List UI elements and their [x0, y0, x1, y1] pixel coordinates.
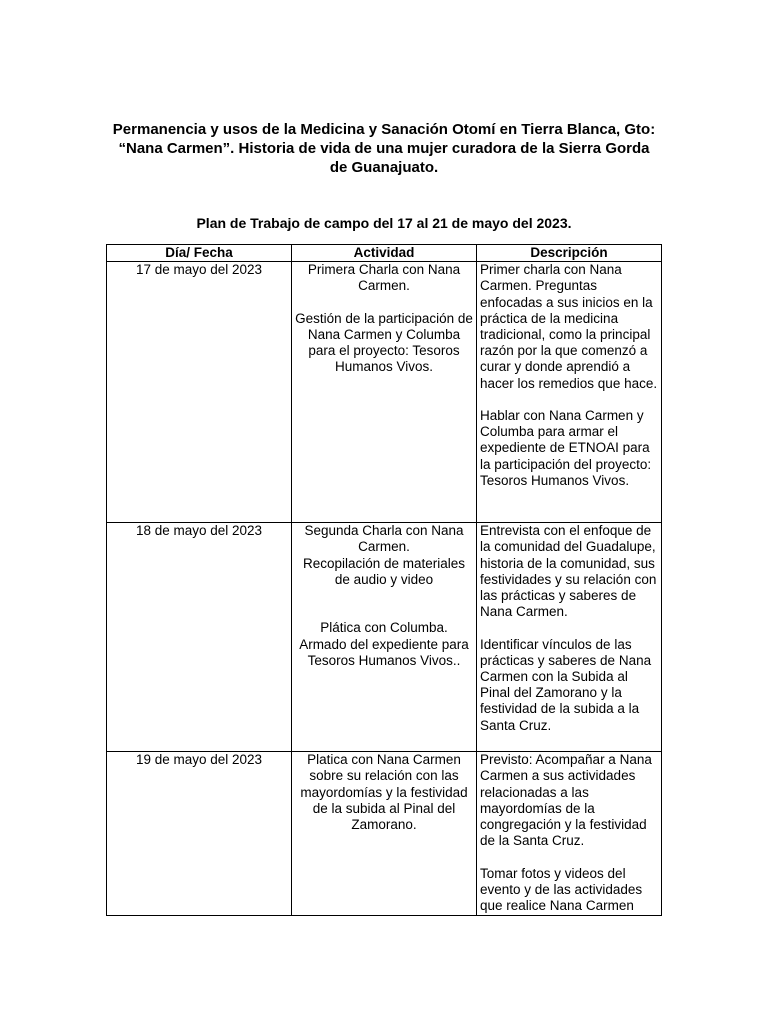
- date-text: 18 de mayo del 2023: [135, 523, 263, 539]
- cell-date: [107, 262, 292, 523]
- description-text: Identificar vínculos de las prácticas y saberes de Nana Carmen con la Subida al Pinal del Zamorano y la festividad de la subida a la Santa Cruz.: [480, 636, 652, 733]
- activity-text: Primera Charla con Nana Carmen.: [307, 262, 461, 294]
- table-row: [107, 523, 662, 752]
- table-header-row: [107, 245, 662, 262]
- column-header-activity: Actividad: [292, 245, 477, 262]
- activity-text: Platica con Nana Carmen sobre su relación con las mayordomías y la festividad de la subida al Pinal del Zamorano.: [300, 752, 468, 833]
- cell-description: [477, 752, 662, 916]
- cell-date: [107, 752, 292, 916]
- description-text: Tomar fotos y videos del evento y de las actividades que realice Nana Carmen: [480, 865, 643, 914]
- description-text: Entrevista con el enfoque de la comunidad del Guadalupe, historia de la comunidad, sus festividades y su relación con las prácticas y saberes de Nana Carmen.: [480, 523, 657, 620]
- description-text: Previsto: Acompañar a Nana Carmen a sus actividades relacionadas a las mayordomías de la congregación y la festividad de la Santa Cruz.: [480, 752, 652, 849]
- activity-text: Plática con Columba.: [320, 620, 448, 636]
- document-title-line: de Guanajuato.: [329, 159, 439, 176]
- table-row: [107, 752, 662, 916]
- cell-activity: [292, 523, 477, 752]
- description-text: Primer charla con Nana Carmen. Preguntas enfocadas a sus inicios en la práctica de la medicina tradicional, como la principal razón por la que comenzó a curar y donde aprendió a hacer los remedios que hace.: [480, 262, 658, 391]
- column-header-date: Día/ Fecha: [107, 245, 292, 262]
- cell-description: [477, 523, 662, 752]
- cell-date: [107, 523, 292, 752]
- plan-heading: Plan de Trabajo de campo del 17 al 21 de mayo del 2023.: [196, 215, 572, 231]
- document-title-line: Permanencia y usos de la Medicina y Sanación Otomí en Tierra Blanca, Gto:: [112, 121, 656, 138]
- date-text: 19 de mayo del 2023: [135, 752, 263, 768]
- document-title: [96, 120, 672, 177]
- fieldwork-schedule-table: [106, 244, 662, 916]
- cell-activity: [292, 752, 477, 916]
- document-title-line: “Nana Carmen”. Historia de vida de una mujer curadora de la Sierra Gorda: [118, 140, 650, 157]
- activity-text: Gestión de la participación de Nana Carmen y Columba para el proyecto: Tesoros Humanos Vivos.: [295, 310, 473, 375]
- activity-text: Recopilación de materiales de audio y video: [302, 555, 466, 587]
- table-row: [107, 262, 662, 523]
- cell-activity: [292, 262, 477, 523]
- column-header-description: Descripción: [477, 245, 662, 262]
- cell-description: [477, 262, 662, 523]
- description-text: Hablar con Nana Carmen y Columba para armar el expediente de ETNOAI para la participación del proyecto: Tesoros Humanos Vivos.: [480, 408, 652, 488]
- activity-text: Armado del expediente para Tesoros Humanos Vivos..: [299, 636, 469, 668]
- date-text: 17 de mayo del 2023: [135, 262, 263, 278]
- activity-text: Segunda Charla con Nana Carmen.: [304, 523, 464, 555]
